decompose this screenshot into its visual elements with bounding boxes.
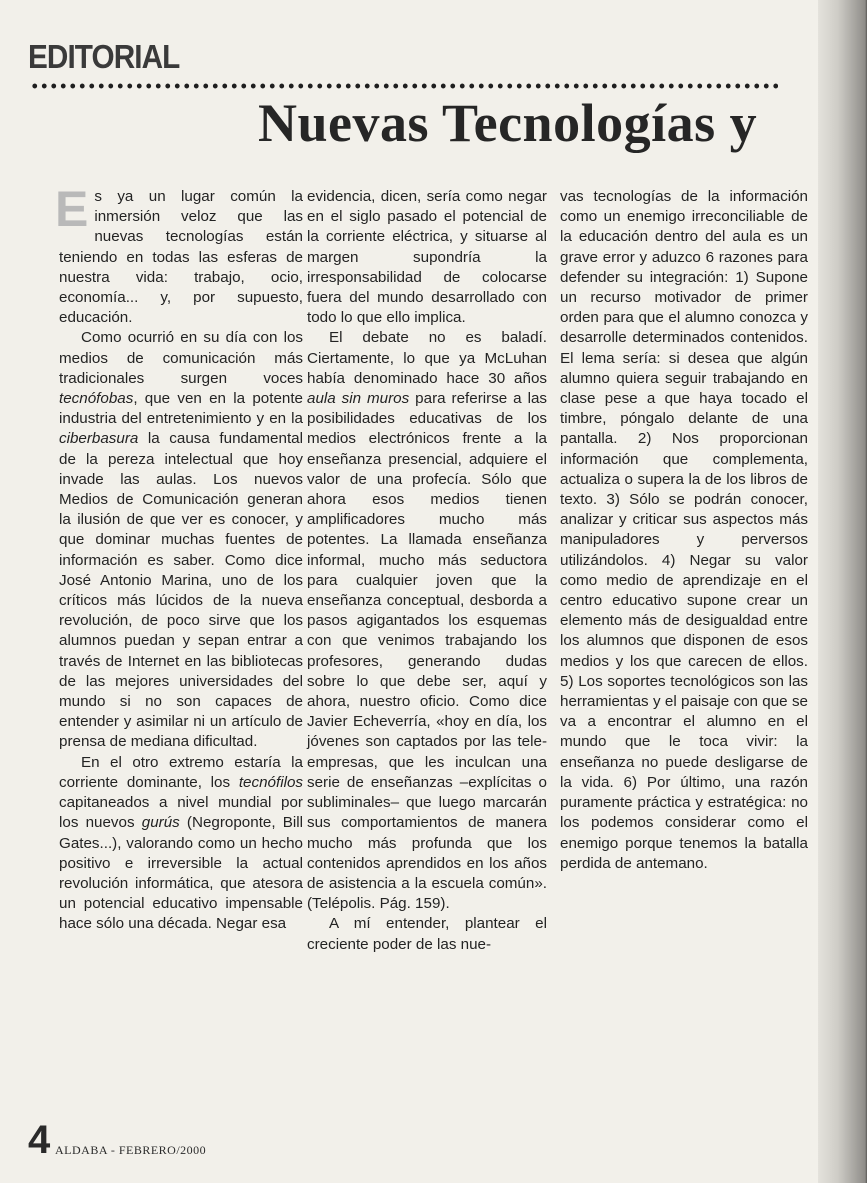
text-run: vas tecnologías de la información como un enemigo irreconciliable de la educación dentro del aula es un grave error y aduzco 6 razones para defender su integración: 1) Supone un recurso motivador de primer orden para que el alumno conozca y desarrolle determinados contenidos. El lema sería: si desea que algún alumno quiera seguir trabajando en clase pese a que haya tocado el timbre, póngalo delante de una pantalla. 2) Nos proporcionan información que complementa, actualiza o supera la de los libros de texto. 3) Sólo se podrán conocer, analizar y criticar sus aspectos más manipuladores y perversos utilizándolos. 4) Negar su valor como medio de aprendizaje en el centro educativo supone crear un elemento más de desigualdad entre los alumnos que disponen de esos medios y los que carecen de ellos. 5) Los soportes tecnológicos son las herramientas y el paisaje con que se va a encontrar el alumno en el mundo que le toca vivir: la enseñanza no puede desligarse de la vida. 6) Por último, una razón puramente práctica y estratégica: no los podemos considerar como el enemigo porque tenemos la batalla perdida de antemano. [560,188,808,872]
dotted-rule [30,82,778,90]
article-column-2 [307,187,547,955]
text-run: para referirse a las posibilidades educativas de los medios electrónicos frente a la enseñanza presencial, adquiere el valor de una profecía. Sólo que ahora esos medios tienen amplificadores mucho más potentes. La llamada enseñanza informal, mucho más seductora para cualquier joven que la enseñanza conceptual, desborda a pasos agigantados los esquemas con que venimos trabajando los profesores, generando dudas sobre lo que debe ser, aquí y ahora, nuestro oficio. Como dice Javier Echeverría, «hoy en día, los jóvenes son captados por las tele-empresas, que les inculcan una serie de enseñanzas –explícitas o subliminales– que luego marcarán sus comportamientos de manera mucho más profunda que los contenidos aprendidos en los años de asistencia a la escuela común». (Telépolis. Pág. 159). [307,390,547,913]
text-run: , que ven en la potente industria del entretenimiento y en la [59,390,303,428]
paragraph [59,187,303,328]
drop-cap: E [55,181,89,237]
text-run: capitaneados a nivel mundial por los nuevos [59,794,303,832]
issue-line: ALDABA - FEBRERO/2000 [55,1143,207,1157]
paragraph [307,187,547,328]
headline: Nuevas Tecnologías y [258,93,758,153]
text-run: evidencia, dicen, sería como negar en el siglo pasado el potencial de la corriente eléctrica, y situarse al margen supondría la irresponsabilidad de colocarse fuera del mundo desarrollado con todo lo que ello implica. [307,188,547,327]
text-run: Como ocurrió en su día con los medios de comunicación más tradicionales surgen voces [59,329,303,387]
page-number: 4 [28,1118,51,1162]
paragraph [307,328,547,914]
paragraph [560,187,808,874]
paragraph [59,753,303,935]
text-run: En el otro extremo estaría la corriente dominante, los [59,753,303,791]
article-column-1 [55,181,304,935]
italic-term: gurús [141,814,180,832]
text-run: s ya un lugar común la inmersión veloz que las nuevas tecnologías están teniendo en todas las esferas de nuestra vida: trabajo, ocio, economía... y, por supuesto, educación. [59,188,303,327]
italic-term: aula sin muros [307,390,410,408]
text-run: El debate no es baladí. Ciertamente, lo que ya McLuhan había denominado hace 30 años [307,329,547,387]
article-column-3 [560,187,808,874]
text-run: la causa fundamental de la pereza intelectual que hoy invade las aulas. Los nuevos Medios de Comunicación generan la ilusión de que ver es conocer, y que dominar muchas fuentes de información es saber. Como dice José Antonio Marina, uno de los críticos más lúcidos de la nueva revolución, de poco sirve que los alumnos puedan y sepan entrar a través de Internet en las bibliotecas de las mejores universidades del mundo si no son capaces de entender y asimilar ni un artículo de prensa de mediana dificultad. [59,430,303,751]
section-label: EDITORIAL [28,38,180,75]
italic-term: ciberbasura [59,430,139,448]
text-run: A mí entender, plantear el creciente poder de las nue- [307,915,547,953]
paragraph [307,914,547,954]
paragraph [59,328,303,752]
italic-term: tecnófobas [59,390,134,408]
text-run: (Negroponte, Bill Gates...), valorando como un hecho positivo e irreversible la actual revolución informática, que atesora un potencial educativo impensable hace sólo una década. Negar esa [59,814,304,933]
italic-term: tecnófilos [238,773,303,791]
page-edge-shadow [818,0,867,1183]
